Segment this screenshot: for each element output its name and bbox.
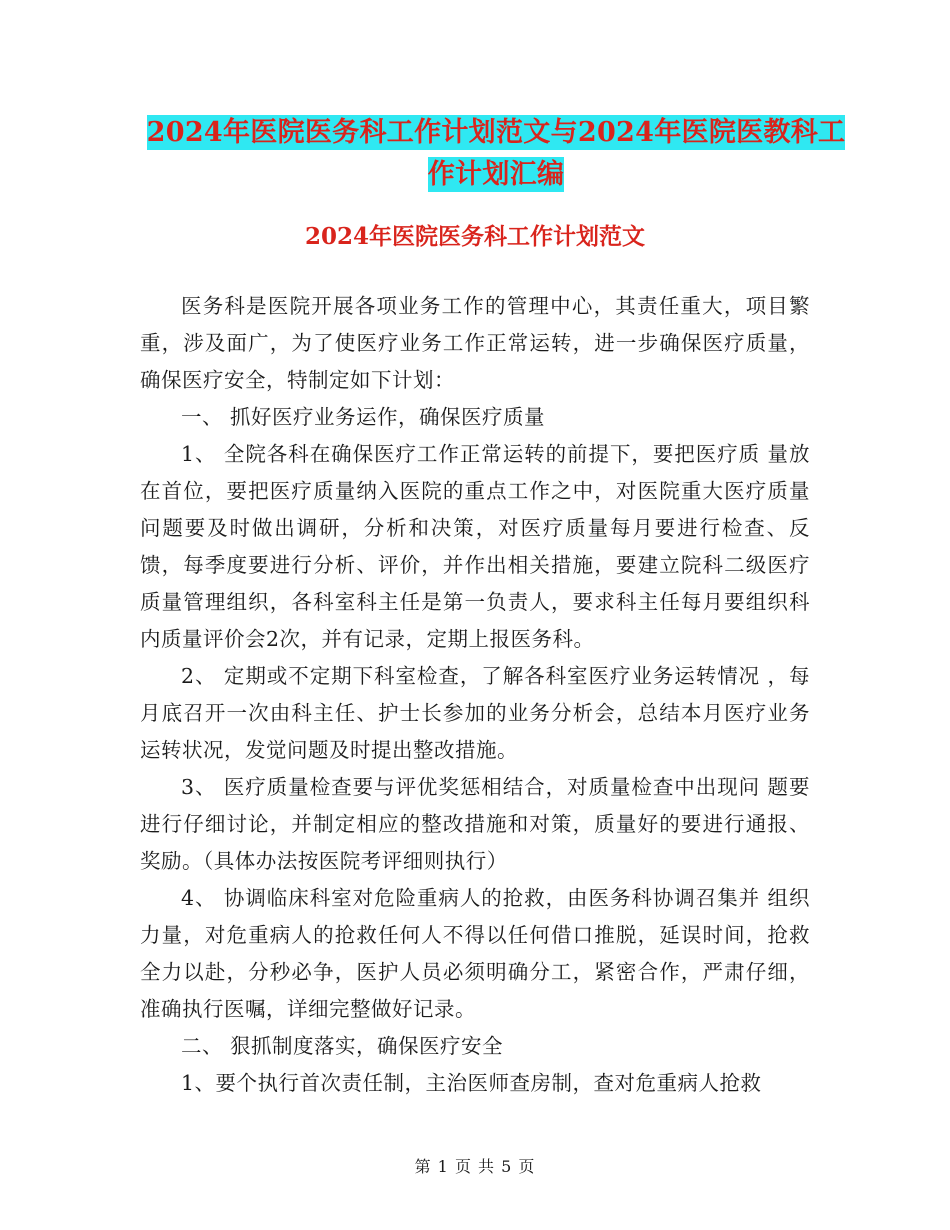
paragraph-item-4: 4、 协调临床科室对危险重病人的抢救，由医务科协调召集并 组织力量，对危重病人的抢救任何人不得以任何借口推脱，延误时间，抢救全力以赴，分秒必争，医护人员必须明确分工，紧密合作，严肃仔细，准确执行医嘱，详细完整做好记录。: [140, 886, 810, 1021]
paragraph-section-2-item-1: 1、要个执行首次责任制，主治医师查房制，查对危重病人抢救: [181, 1071, 762, 1095]
heading-section-2: 二、 狠抓制度落实，确保医疗安全: [181, 1034, 504, 1058]
document-body: [140, 288, 810, 1102]
document-title: [140, 112, 852, 196]
page-indicator: 第 1 页 共 5 页: [414, 1157, 536, 1176]
paragraph-item-2: 2、 定期或不定期下科室检查，了解各科室医疗业务运转情况 ，每月底召开一次由科主任、护士长参加的业务分析会，总结本月医疗业务运转状况，发觉问题及时提出整改措施。: [140, 664, 810, 762]
paragraph-intro: 医务科是医院开展各项业务工作的管理中心，其责任重大，项目繁重，涉及面广，为了使医疗业务工作正常运转，进一步确保医疗质量，确保医疗安全，特制定如下计划：: [140, 294, 810, 392]
paragraph-item-3: 3、 医疗质量检查要与评优奖惩相结合，对质量检查中出现问 题要进行仔细讨论，并制定相应的整改措施和对策，质量好的要进行通报、奖励。（具体办法按医院考评细则执行）: [140, 775, 810, 873]
section-title: 2024年医院医务科工作计划范文: [304, 223, 645, 250]
document-title-text: 2024年医院医务科工作计划范文与2024年医院医教科工作计划汇编: [146, 117, 846, 190]
paragraph-item-1: 1、 全院各科在确保医疗工作正常运转的前提下，要把医疗质 量放在首位，要把医疗质量纳入医院的重点工作之中，对医院重大医疗质量问题要及时做出调研，分析和决策，对医疗质量每月要进行检查、反馈，每季度要进行分析、评价，并作出相关措施，要建立院科二级医疗质量管理组织，各科室科主任是第一负责人，要求科主任每月要组织科内质量评价会2次，并有记录，定期上报医务科。: [140, 442, 810, 651]
heading-section-1: 一、 抓好医疗业务运作，确保医疗质量: [181, 405, 546, 429]
